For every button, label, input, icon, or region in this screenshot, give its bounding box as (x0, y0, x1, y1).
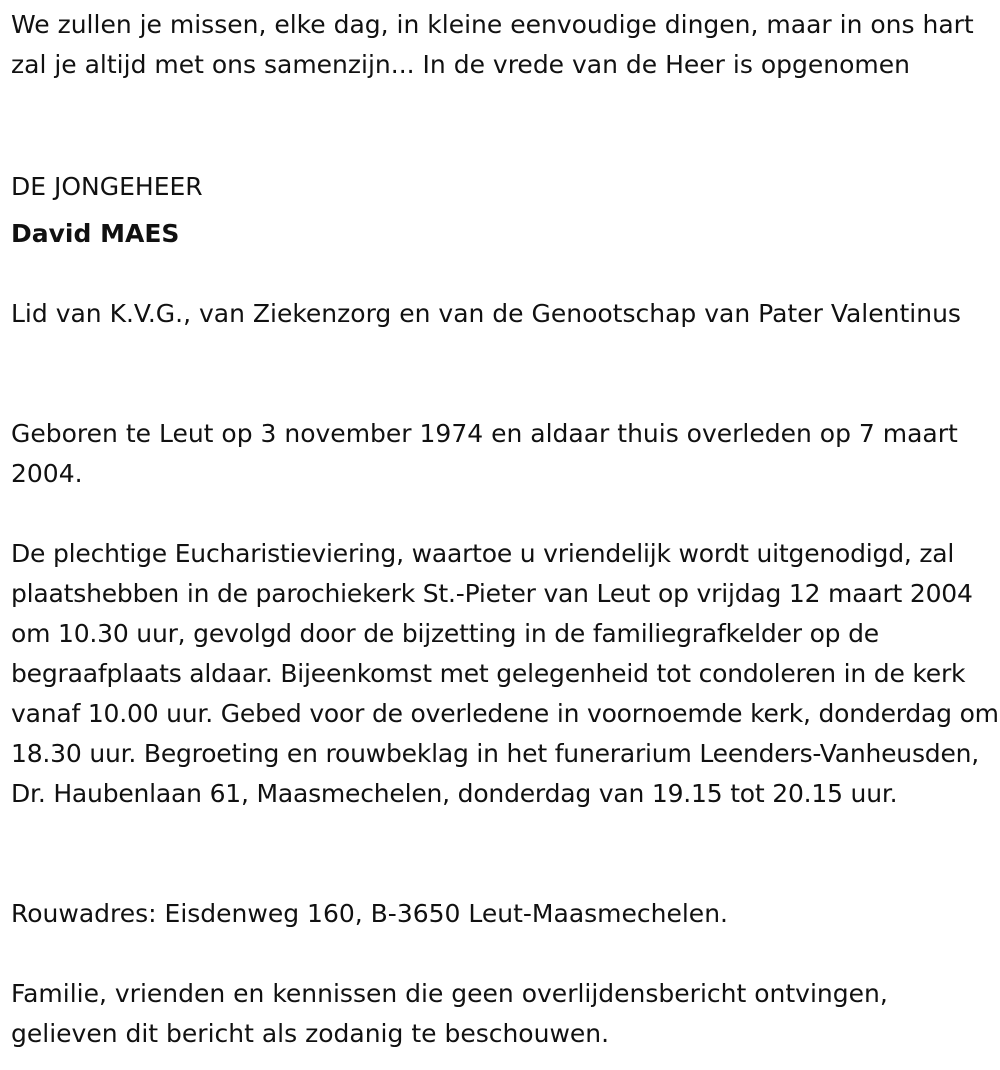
mourning-address: Rouwadres: Eisdenweg 160, B-3650 Leut-Maasmechelen. (11, 899, 728, 928)
honorific-title: DE JONGEHEER (11, 172, 203, 201)
closing-paragraph: Familie, vrienden en kennissen die geen overlijdensbericht ontvingen, gelieven dit bericht als zodanig te beschouwen. (11, 979, 888, 1048)
membership-paragraph: Lid van K.V.G., van Ziekenzorg en van de Genootschap van Pater Valentinus (11, 299, 961, 328)
intro-paragraph: We zullen je missen, elke dag, in kleine eenvoudige dingen, maar in ons hart zal je altijd met ons samenzijn... In de vrede van de Heer is opgenomen (11, 10, 974, 79)
deceased-name: David MAES (11, 219, 180, 248)
ceremony-paragraph: De plechtige Eucharistieviering, waartoe u vriendelijk wordt uitgenodigd, zal plaatshebben in de parochiekerk St.-Pieter van Leut op vrijdag 12 maart 2004 om 10.30 uur, gevolgd door de bijzetting in de familiegrafkelder op de begraafplaats aldaar. Bijeenkomst met gelegenheid tot condoleren in de kerk vanaf 10.00 uur. Gebed voor de overledene in voornoemde kerk, donderdag om 18.30 uur. Begroeting en rouwbeklag in het funerarium Leenders-Vanheusden, Dr. Haubenlaan 61, Maasmechelen, donderdag van 19.15 tot 20.15 uur. (11, 539, 999, 808)
birth-death-paragraph: Geboren te Leut op 3 november 1974 en aldaar thuis overleden op 7 maart 2004. (11, 419, 958, 488)
